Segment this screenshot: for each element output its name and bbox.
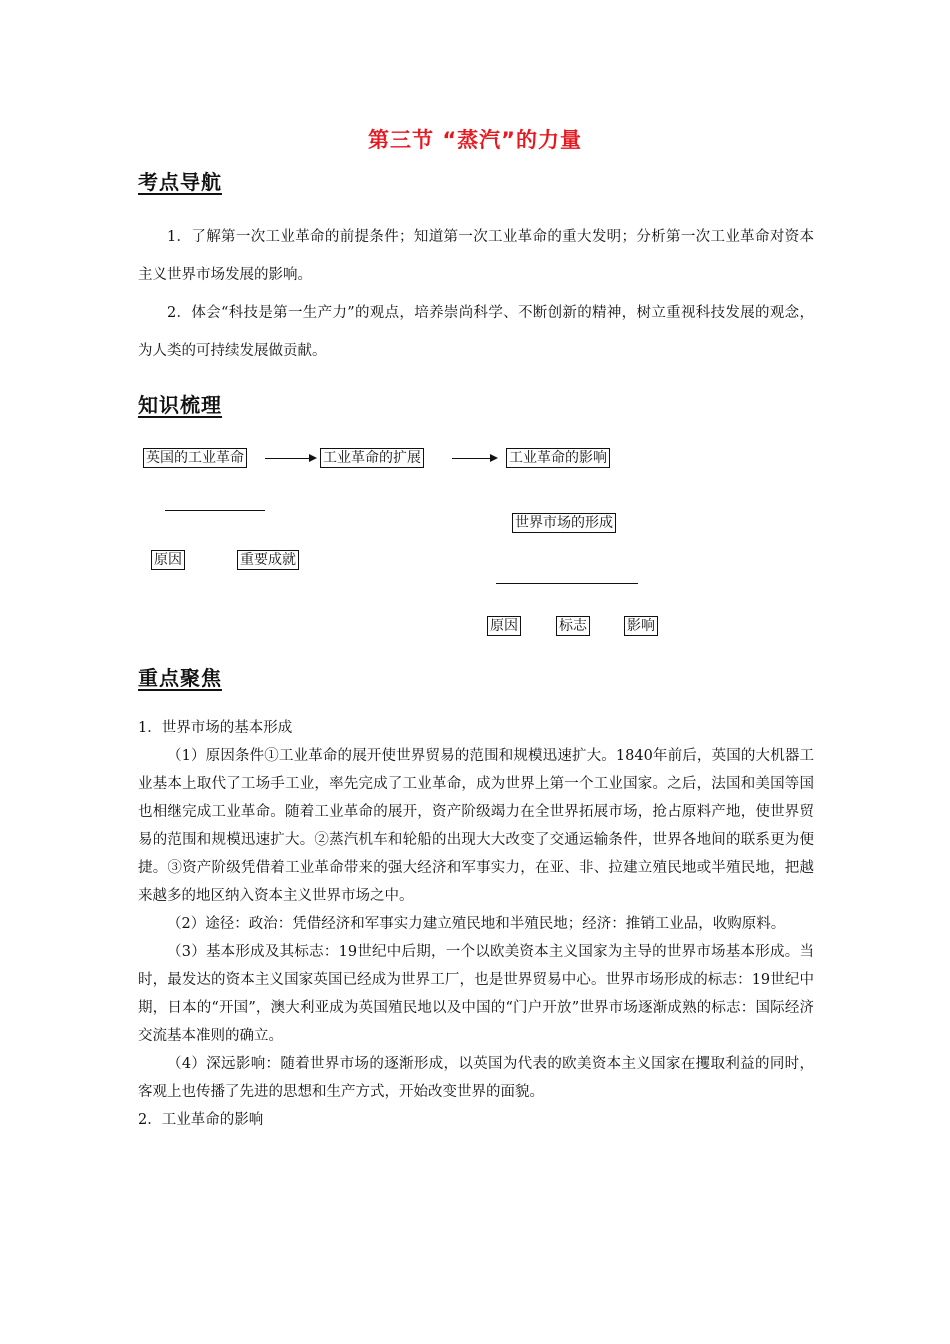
diagram-sub-achievements: 重要成就 [237, 550, 299, 570]
section-heading-knowledge: 知识梳理 [138, 393, 222, 417]
section-heading-focus: 重点聚焦 [138, 666, 222, 690]
diagram-box-impact: 工业革命的影响 [506, 448, 610, 468]
diagram-sub-reason-2: 原因 [487, 616, 521, 636]
diagram-box-britain-revolution: 英国的工业革命 [143, 448, 247, 468]
diagram-branch-line-2 [496, 583, 638, 584]
point1-paragraph-2: （2）途径：政治：凭借经济和军事实力建立殖民地和半殖民地；经济：推销工业品，收购原料。 [167, 916, 786, 932]
point1-paragraph-3: （3）基本形成及其标志：19世纪中后期，一个以欧美资本主义国家为主导的世界市场基本形成。当时，最发达的资本主义国家英国已经成为世界工厂，也是世界贸易中心。世界市场形成的标志：19世纪中期，日本的“开国”，澳大利亚成为英国殖民地以及中国的“门户开放”世界市场逐渐成熟的标志：国际经济交流基本准则的确立。 [138, 944, 814, 1044]
point1-paragraph-1: （1）原因条件①工业革命的展开使世界贸易的范围和规模迅速扩大。1840年前后，英国的大机器工业基本上取代了工场手工业，率先完成了工业革命，成为世界上第一个工业国家。之后，法国和美国等国也相继完成工业革命。随着工业革命的展开，资产阶级竭力在全世界拓展市场，抢占原料产地，使世界贸易的范围和规模迅速扩大。②蒸汽机车和轮船的出现大大改变了交通运输条件，世界各地间的联系更为便捷。③资产阶级凭借着工业革命带来的强大经济和军事实力，在亚、非、拉建立殖民地或半殖民地，把越来越多的地区纳入资本主义世界市场之中。 [138, 748, 814, 904]
focus-body [138, 714, 814, 1134]
diagram-sub-reason-1: 原因 [151, 550, 185, 570]
diagram-box-expansion: 工业革命的扩展 [320, 448, 424, 468]
diagram-arrow-1 [265, 458, 311, 459]
page-title: 第三节 “蒸汽”的力量 [368, 128, 582, 152]
guide-item-2: 2．体会“科技是第一生产力”的观点，培养崇尚科学、不断创新的精神，树立重视科技发展的观念，为人类的可持续发展做贡献。 [138, 305, 814, 359]
diagram-sub-influence: 影响 [624, 616, 658, 636]
diagram-sub-sign: 标志 [556, 616, 590, 636]
guide-item-1: 1．了解第一次工业革命的前提条件；知道第一次工业革命的重大发明；分析第一次工业革命对资本主义世界市场发展的影响。 [138, 229, 814, 283]
point1-paragraph-4: （4）深远影响：随着世界市场的逐渐形成，以英国为代表的欧美资本主义国家在攫取利益的同时，客观上也传播了先进的思想和生产方式，开始改变世界的面貌。 [138, 1056, 814, 1100]
diagram-branch-line-1 [165, 510, 265, 511]
section-heading-guide: 考点导航 [138, 170, 222, 194]
point2-title: 2．工业革命的影响 [138, 1112, 264, 1128]
diagram-arrow-2 [452, 458, 492, 459]
diagram-box-world-market: 世界市场的形成 [512, 513, 616, 533]
point1-title: 1．世界市场的基本形成 [138, 720, 293, 736]
